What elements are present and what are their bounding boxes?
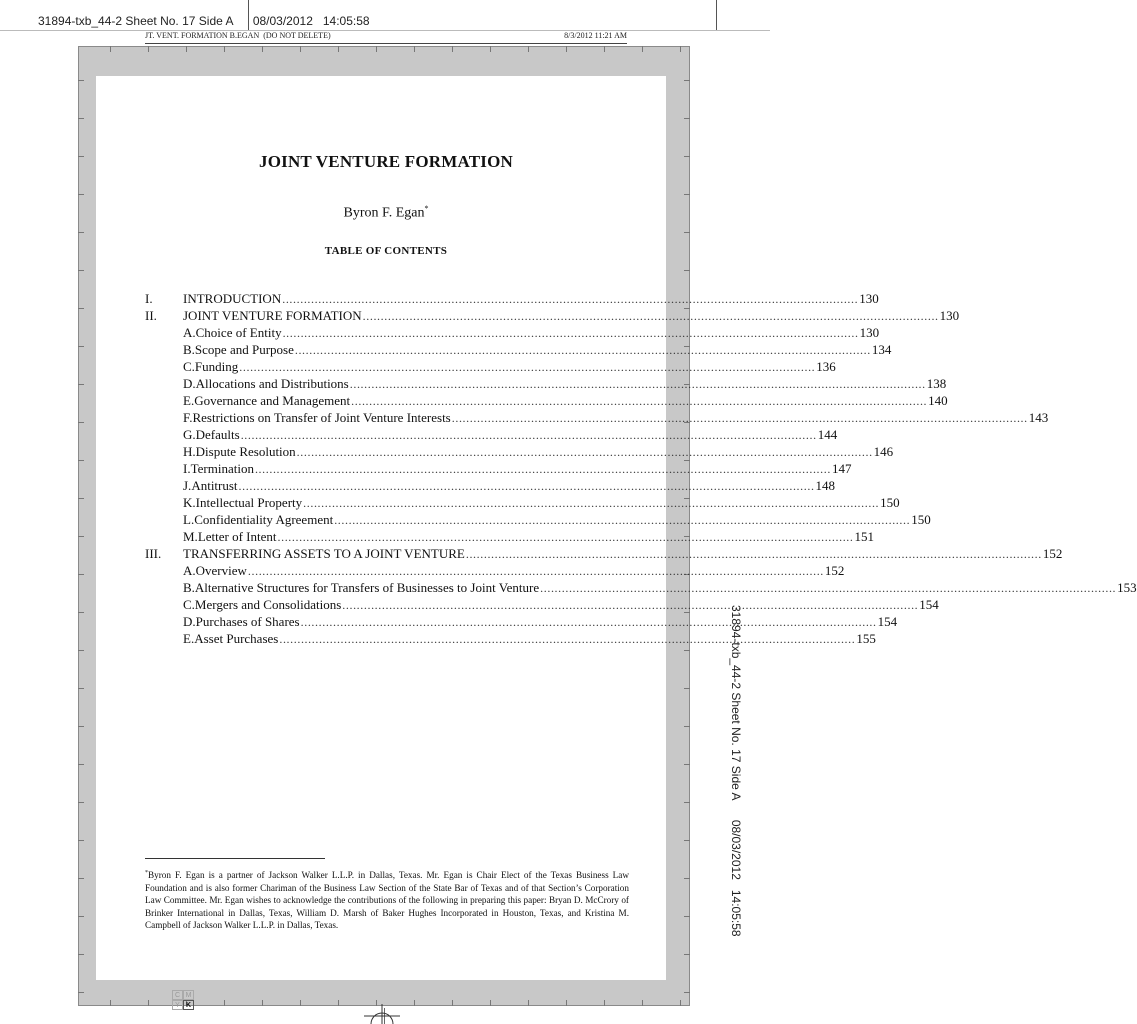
frame-tick — [684, 688, 690, 689]
toc-entry-title: Asset Purchases — [194, 631, 279, 646]
author-name: Byron F. Egan — [343, 205, 425, 221]
frame-tick — [78, 574, 84, 575]
toc-leader-dots: ................................................................................................................................................................ — [282, 326, 859, 340]
frame-tick — [78, 916, 84, 917]
frame-tick — [338, 46, 339, 52]
toc-entry-letter: E. — [183, 393, 195, 408]
toc-entry — [145, 426, 838, 443]
frame-tick — [78, 80, 84, 81]
toc-leader-dots: ................................................................................................................................................................ — [254, 462, 831, 476]
cmyk-m: M — [183, 990, 194, 1000]
frame-tick — [78, 688, 84, 689]
frame-tick — [684, 802, 690, 803]
toc-entry — [145, 443, 894, 460]
toc-entry-body — [183, 392, 948, 410]
frame-tick — [78, 194, 84, 195]
toc-entry — [145, 460, 852, 477]
toc-entry — [145, 307, 960, 324]
running-head-left: JT. VENT. FORMATION B.EGAN (DO NOT DELETE) — [145, 31, 331, 40]
toc-entry-title: Restrictions on Transfer of Joint Venture Interests — [192, 410, 451, 425]
toc-leader-dots: ................................................................................................................................................................ — [351, 394, 928, 408]
frame-tick — [684, 992, 690, 993]
toc-entry-title: Governance and Management — [194, 393, 351, 408]
frame-tick — [680, 1000, 681, 1006]
toc-entry-page: 130 — [859, 325, 880, 340]
running-head — [145, 31, 627, 44]
frame-tick — [684, 156, 690, 157]
frame-tick — [642, 1000, 643, 1006]
toc-entry-letter: B. — [183, 580, 195, 595]
frame-tick — [78, 612, 84, 613]
footnote-rule — [145, 858, 325, 859]
frame-tick — [224, 1000, 225, 1006]
toc-entry-letter: I. — [183, 461, 191, 476]
toc-entry-page: 151 — [854, 529, 874, 544]
frame-tick — [684, 878, 690, 879]
toc-entry-body — [183, 426, 838, 444]
frame-tick — [684, 232, 690, 233]
frame-tick — [78, 536, 84, 537]
toc-entry — [145, 375, 947, 392]
frame-tick — [684, 194, 690, 195]
frame-tick — [78, 498, 84, 499]
toc-entry-title: TRANSFERRING ASSETS TO A JOINT VENTURE — [183, 546, 465, 561]
frame-tick — [490, 1000, 491, 1006]
toc-entry-page: 154 — [919, 597, 939, 612]
running-head-date: 8/3/2012 11:21 AM — [564, 31, 627, 40]
frame-tick — [78, 954, 84, 955]
frame-tick — [684, 118, 690, 119]
frame-tick — [148, 46, 149, 52]
frame-tick — [78, 878, 84, 879]
frame-tick — [300, 1000, 301, 1006]
cmyk-c: C — [172, 990, 183, 1000]
toc-entry-page: 150 — [911, 512, 931, 527]
toc-entry-body — [183, 511, 931, 529]
toc-entry-title: Defaults — [195, 427, 240, 442]
toc-entry-page: 136 — [816, 359, 836, 374]
toc-leader-dots: ................................................................................................................................................................ — [540, 581, 1117, 595]
toc-entry-body — [183, 630, 876, 648]
frame-tick — [300, 46, 301, 52]
toc-entry — [145, 494, 900, 511]
frame-tick — [684, 954, 690, 955]
toc-entry-page: 147 — [831, 461, 852, 476]
toc-entry-page: 155 — [856, 631, 876, 646]
toc-entry-letter: F. — [183, 410, 193, 425]
toc-entry — [145, 477, 836, 494]
toc-entry — [145, 596, 939, 613]
toc-entry-page: 134 — [871, 342, 892, 357]
toc-leader-dots: ................................................................................................................................................................ — [247, 564, 824, 578]
frame-tick — [78, 726, 84, 727]
frame-tick — [680, 46, 681, 52]
toc-entry-page: 148 — [815, 478, 836, 493]
toc-entry-number: I. — [145, 291, 153, 306]
toc-entry — [145, 358, 836, 375]
frame-tick — [78, 840, 84, 841]
toc-entry — [145, 562, 845, 579]
footnote — [145, 867, 629, 932]
toc-entry-title: Choice of Entity — [195, 325, 282, 340]
toc-heading: TABLE OF CONTENTS — [324, 245, 448, 257]
toc-entry-page: 154 — [877, 614, 898, 629]
frame-tick — [452, 1000, 453, 1006]
frame-tick — [186, 46, 187, 52]
toc-entry-title: Letter of Intent — [197, 529, 277, 544]
frame-tick — [78, 764, 84, 765]
print-slug-side: 31894-txb_44-2 Sheet No. 17 Side A 08/03/2012 14:05:58 — [729, 605, 743, 937]
toc-entry-page: 152 — [1042, 546, 1063, 561]
toc-leader-dots: ................................................................................................................................................................ — [303, 496, 880, 510]
print-slug-top: 31894-txb_44-2 Sheet No. 17 Side A 08/03/2012 14:05:58 — [38, 14, 370, 28]
cmyk-y: Y — [172, 1000, 183, 1010]
toc-entry-title: Funding — [194, 359, 239, 374]
toc-leader-dots: ................................................................................................................................................................ — [451, 411, 1028, 425]
toc-entry-page: 152 — [824, 563, 845, 578]
frame-tick — [110, 46, 111, 52]
toc-entry-title: Purchases of Shares — [195, 614, 300, 629]
toc-entry-title: Overview — [195, 563, 247, 578]
toc-leader-dots: ................................................................................................................................................................ — [334, 513, 911, 527]
toc-entry-body — [183, 290, 879, 308]
toc-entry-number: III. — [145, 546, 162, 561]
frame-tick — [528, 46, 529, 52]
frame-tick — [338, 1000, 339, 1006]
toc-entry-letter: A. — [183, 325, 196, 340]
toc-leader-dots: ................................................................................................................................................................ — [349, 377, 926, 391]
toc-entry — [145, 392, 948, 409]
frame-tick — [78, 270, 84, 271]
toc-entry-title: INTRODUCTION — [183, 291, 282, 306]
toc-entry-letter: M. — [183, 529, 198, 544]
footnote-mark: * — [145, 870, 148, 876]
frame-tick — [78, 308, 84, 309]
frame-tick — [684, 270, 690, 271]
frame-tick — [78, 422, 84, 423]
toc-entry-body — [183, 477, 836, 495]
toc-entry-body — [183, 596, 939, 614]
frame-tick — [684, 80, 690, 81]
toc-entry-body — [183, 341, 892, 359]
toc-entry-title: Allocations and Distributions — [195, 376, 349, 391]
toc-leader-dots: ................................................................................................................................................................ — [238, 479, 815, 493]
toc-entry-letter: J. — [183, 478, 192, 493]
cmyk-k: K — [183, 1000, 194, 1010]
toc-entry-letter: C. — [183, 597, 195, 612]
toc-entry-page: 150 — [880, 495, 900, 510]
frame-tick — [262, 46, 263, 52]
frame-tick — [414, 1000, 415, 1006]
frame-tick — [490, 46, 491, 52]
toc-leader-dots: ................................................................................................................................................................ — [239, 360, 816, 374]
toc-entry-body — [183, 545, 1063, 563]
frame-tick — [78, 156, 84, 157]
frame-tick — [684, 726, 690, 727]
toc-leader-dots: ................................................................................................................................................................ — [277, 530, 854, 544]
toc-entry-body — [183, 443, 894, 461]
toc-leader-dots: ................................................................................................................................................................ — [282, 292, 859, 306]
toc-entry-number: II. — [145, 308, 157, 323]
frame-tick — [684, 840, 690, 841]
toc-entry-body — [183, 562, 845, 580]
toc-entry-title: Dispute Resolution — [195, 444, 296, 459]
toc-entry-letter: L. — [183, 512, 195, 527]
toc-entry — [145, 290, 879, 307]
frame-tick — [642, 46, 643, 52]
toc-entry-body — [183, 307, 960, 325]
toc-entry-title: Confidentiality Agreement — [194, 512, 334, 527]
toc-entry — [145, 528, 874, 545]
frame-tick — [684, 916, 690, 917]
toc-entry-letter: E. — [183, 631, 195, 646]
toc-entry-page: 130 — [859, 291, 879, 306]
toc-entry-letter: D. — [183, 614, 196, 629]
toc-leader-dots: ................................................................................................................................................................ — [294, 343, 871, 357]
author-line — [96, 204, 676, 222]
toc-entry-title: Antitrust — [191, 478, 238, 493]
cmyk-color-bar — [172, 990, 194, 1010]
toc-entry-page: 130 — [939, 308, 960, 323]
toc-entry-page: 153 — [1117, 580, 1137, 595]
toc-leader-dots: ................................................................................................................................................................ — [279, 632, 856, 646]
toc-entry-title: JOINT VENTURE FORMATION — [183, 308, 362, 323]
toc-entry-body — [183, 613, 898, 631]
toc-leader-dots: ................................................................................................................................................................ — [342, 598, 919, 612]
frame-tick — [684, 764, 690, 765]
toc-entry-letter: A. — [183, 563, 196, 578]
toc-entry-page: 140 — [928, 393, 948, 408]
toc-entry-title: Alternative Structures for Transfers of Businesses to Joint Venture — [194, 580, 540, 595]
toc-leader-dots: ................................................................................................................................................................ — [240, 428, 817, 442]
frame-tick — [78, 992, 84, 993]
registration-mark-icon — [364, 1004, 400, 1024]
toc-entry-body — [183, 409, 1049, 427]
frame-tick — [528, 1000, 529, 1006]
toc-entry-body — [183, 358, 836, 376]
toc-entry-letter: H. — [183, 444, 196, 459]
toc-entry-title: Termination — [190, 461, 254, 476]
toc-entry — [145, 579, 1137, 596]
frame-tick — [566, 46, 567, 52]
footnote-text: Byron F. Egan is a partner of Jackson Walker L.L.P. in Dallas, Texas. Mr. Egan is Chair Elect of the Texas Business Law Foundation and is also former Chariman of the Business Law Section of the State Bar of Texas and of that Section’s Corporation Law Committee. Mr. Egan wishes to acknowledge the contributions of the following in preparing this paper: Bryan D. McCrory of Brinker International in Dallas, Texas, William D. Marsh of Baker Hughes Incorporated in Houston, Texas, and Kristina M. Campbell of Jackson Walker L.L.P. in Dallas, Texas. — [145, 870, 629, 931]
toc-entry — [145, 630, 876, 647]
document-title: JOINT VENTURE FORMATION — [259, 152, 513, 171]
frame-tick — [148, 1000, 149, 1006]
toc-entry-body — [183, 375, 947, 393]
frame-tick — [78, 232, 84, 233]
frame-tick — [78, 346, 84, 347]
toc-entry — [145, 409, 1049, 426]
toc-entry — [145, 324, 880, 341]
toc-entry-title: Intellectual Property — [195, 495, 303, 510]
frame-tick — [452, 46, 453, 52]
toc-entry — [145, 545, 1063, 562]
frame-tick — [376, 46, 377, 52]
frame-tick — [604, 1000, 605, 1006]
frame-tick — [224, 46, 225, 52]
toc-entry-letter: G. — [183, 427, 196, 442]
toc-entry-page: 144 — [817, 427, 838, 442]
toc-entry-body — [183, 460, 852, 478]
frame-tick — [78, 384, 84, 385]
toc-leader-dots: ................................................................................................................................................................ — [362, 309, 939, 323]
toc-entry — [145, 511, 931, 528]
table-of-contents — [145, 290, 1137, 647]
toc-leader-dots: ................................................................................................................................................................ — [300, 615, 877, 629]
frame-tick — [604, 46, 605, 52]
frame-tick — [262, 1000, 263, 1006]
frame-tick — [78, 118, 84, 119]
crop-mark-top — [716, 0, 717, 30]
toc-entry-body — [183, 324, 880, 342]
toc-entry-letter: B. — [183, 342, 195, 357]
toc-entry-letter: C. — [183, 359, 195, 374]
frame-tick — [78, 650, 84, 651]
toc-entry — [145, 341, 892, 358]
frame-tick — [566, 1000, 567, 1006]
toc-leader-dots: ................................................................................................................................................................ — [296, 445, 873, 459]
frame-tick — [110, 1000, 111, 1006]
toc-entry-title: Scope and Purpose — [194, 342, 294, 357]
toc-entry-body — [183, 494, 900, 512]
frame-tick — [78, 460, 84, 461]
toc-entry-letter: D. — [183, 376, 196, 391]
frame-tick — [414, 46, 415, 52]
toc-entry-page: 146 — [873, 444, 894, 459]
toc-entry-title: Mergers and Consolidations — [194, 597, 342, 612]
toc-entry-letter: K. — [183, 495, 196, 510]
author-footnote-mark: * — [424, 204, 429, 213]
toc-entry-body — [183, 528, 874, 546]
toc-entry — [145, 613, 898, 630]
toc-entry-page: 138 — [926, 376, 947, 391]
frame-tick — [684, 650, 690, 651]
toc-entry-body — [183, 579, 1137, 597]
frame-tick — [78, 802, 84, 803]
toc-entry-page: 143 — [1028, 410, 1049, 425]
toc-leader-dots: ................................................................................................................................................................ — [465, 547, 1042, 561]
